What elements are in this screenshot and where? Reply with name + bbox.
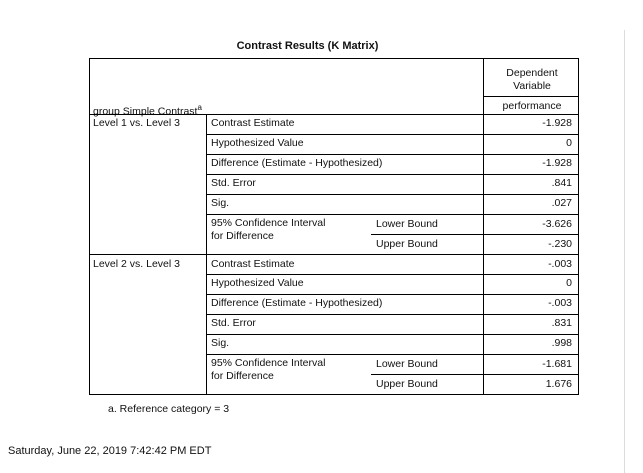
g1-upper-bound-label: Upper Bound <box>376 238 438 250</box>
row-rule <box>206 134 578 135</box>
g2-ci-label-line2: for Difference <box>211 370 274 382</box>
group-separator-rule <box>90 254 578 255</box>
row-rule <box>371 234 578 235</box>
dependent-variable-header <box>488 67 576 93</box>
g1-ci-label-line1: 95% Confidence Interval <box>211 217 326 229</box>
group-1-label: Level 1 vs. Level 3 <box>93 117 180 129</box>
row-rule <box>206 354 578 355</box>
g2-lower-bound-value: -1.681 <box>542 358 572 370</box>
row-rule <box>206 214 578 215</box>
g2-difference-value: -.003 <box>548 297 572 309</box>
row-rule <box>206 194 578 195</box>
timestamp: Saturday, June 22, 2019 7:42:42 PM EDT <box>8 445 212 457</box>
g1-std-error-label: Std. Error <box>211 177 256 189</box>
row-rule <box>206 294 578 295</box>
row-rule <box>206 154 578 155</box>
g2-std-error-label: Std. Error <box>211 317 256 329</box>
g1-std-error-value: .841 <box>551 177 572 189</box>
group-label-text: group Simple Contrast <box>93 105 198 118</box>
group-2-divider <box>206 254 207 394</box>
g2-lower-bound-label: Lower Bound <box>376 358 438 370</box>
g1-sig-value: .027 <box>551 197 572 209</box>
row-rule <box>206 274 578 275</box>
g2-difference-label: Difference (Estimate - Hypothesized) <box>211 297 383 309</box>
row-rule <box>206 334 578 335</box>
header-bottom-rule <box>90 114 578 115</box>
g1-hypothesized-label: Hypothesized Value <box>211 137 304 149</box>
g2-hypothesized-label: Hypothesized Value <box>211 277 304 289</box>
g1-contrast-estimate-label: Contrast Estimate <box>211 117 295 129</box>
g1-difference-label: Difference (Estimate - Hypothesized) <box>211 157 383 169</box>
g2-contrast-estimate-value: -.003 <box>548 258 572 270</box>
g2-upper-bound-label: Upper Bound <box>376 378 438 390</box>
g1-lower-bound-value: -3.626 <box>542 218 572 230</box>
g2-contrast-estimate-label: Contrast Estimate <box>211 258 295 270</box>
variable-name-header: performance <box>502 100 562 112</box>
g1-difference-value: -1.928 <box>542 157 572 169</box>
reference-footnote: a. Reference category = 3 <box>108 403 230 415</box>
g1-lower-bound-label: Lower Bound <box>376 218 438 230</box>
g2-ci-label-line1: 95% Confidence Interval <box>211 357 326 369</box>
g2-hypothesized-value: 0 <box>566 277 572 289</box>
group-2-label: Level 2 vs. Level 3 <box>93 258 180 270</box>
dependent-variable-label: Dependent Variable <box>506 67 558 92</box>
g2-std-error-value: .831 <box>551 317 572 329</box>
header-inner-rule <box>483 96 578 97</box>
row-rule <box>371 374 578 375</box>
g2-sig-value: .998 <box>551 337 572 349</box>
page-edge-divider <box>624 30 625 473</box>
table-title: Contrast Results (K Matrix) <box>236 40 379 52</box>
contrast-results-table <box>89 58 579 395</box>
g1-ci-label-line2: for Difference <box>211 230 274 242</box>
g2-sig-label: Sig. <box>211 337 230 349</box>
footnote-marker: a <box>197 103 202 112</box>
row-rule <box>206 314 578 315</box>
group-simple-contrast-label <box>93 101 202 119</box>
g2-upper-bound-value: 1.676 <box>545 378 572 390</box>
group-1-divider <box>206 114 207 254</box>
value-column-divider <box>483 59 484 394</box>
g1-hypothesized-value: 0 <box>566 137 572 149</box>
g1-contrast-estimate-value: -1.928 <box>542 117 572 129</box>
g1-upper-bound-value: -.230 <box>548 238 572 250</box>
row-rule <box>206 174 578 175</box>
g1-sig-label: Sig. <box>211 197 230 209</box>
